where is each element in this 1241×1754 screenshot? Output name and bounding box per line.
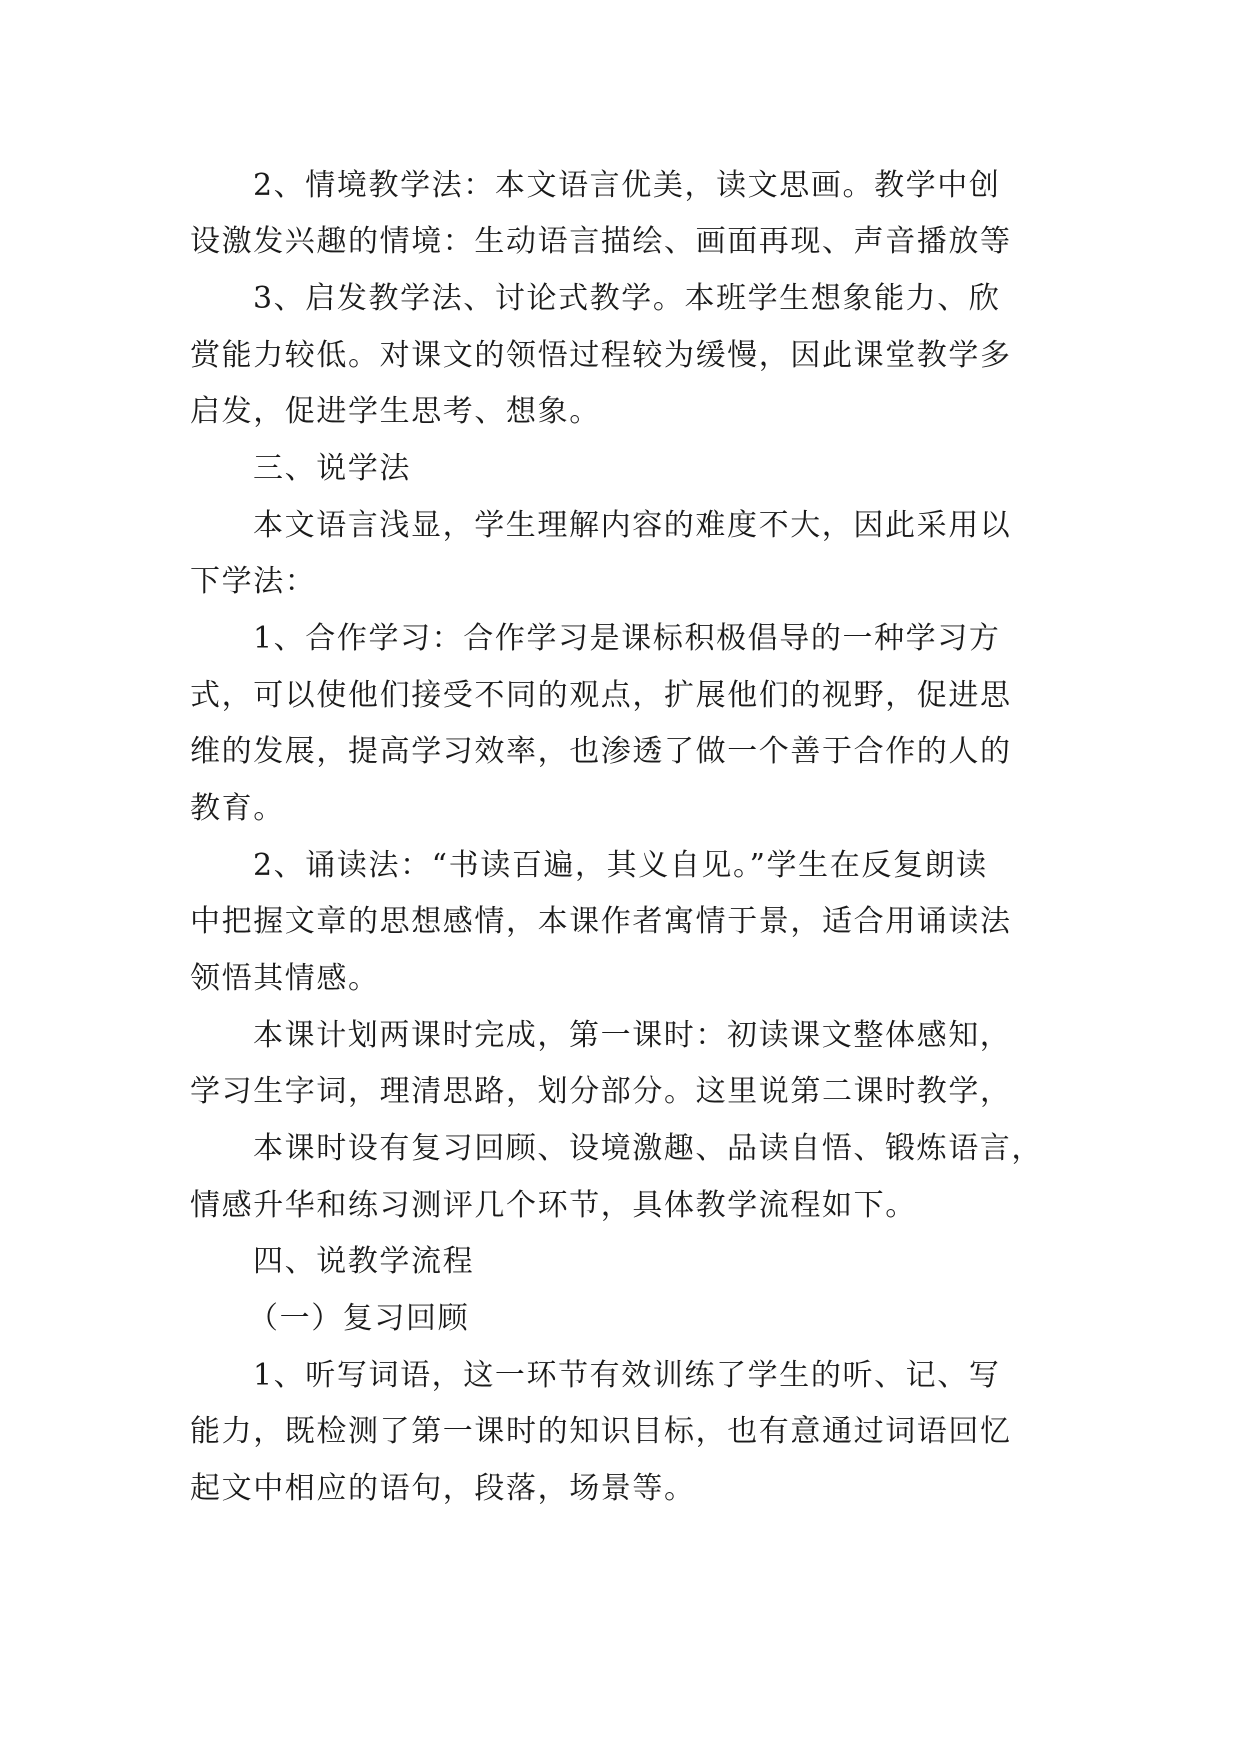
- paragraph-line: 能力，既检测了第一课时的知识目标，也有意通过词语回忆: [190, 1414, 1012, 1449]
- paragraph-line: 教育。: [190, 791, 285, 826]
- paragraph-line: 式，可以使他们接受不同的观点，扩展他们的视野，促进思: [190, 678, 1012, 713]
- paragraph-line: 领悟其情感。: [190, 961, 380, 996]
- paragraph-line: 起文中相应的语句，段落，场景等。: [190, 1471, 696, 1506]
- paragraph-line: 本课计划两课时完成，第一课时：初读课文整体感知，: [253, 1018, 1012, 1053]
- paragraph-line: 本课时设有复习回顾、设境激趣、品读自悟、锻炼语言，: [253, 1131, 1043, 1166]
- paragraph-line: 1、合作学习：合作学习是课标积极倡导的一种学习方: [253, 621, 1001, 656]
- section-heading: 三、说学法: [253, 451, 411, 486]
- paragraph-line: 学习生字词，理清思路，划分部分。这里说第二课时教学，: [190, 1074, 1012, 1109]
- paragraph-line: 2、诵读法：“书读百遍，其义自见。”学生在反复朗读: [253, 848, 988, 883]
- paragraph-line: 3、启发教学法、讨论式教学。本班学生想象能力、欣: [253, 281, 1001, 316]
- paragraph-line: 维的发展，提高学习效率，也渗透了做一个善于合作的人的: [190, 734, 1012, 769]
- paragraph-line: 情感升华和练习测评几个环节，具体教学流程如下。: [190, 1188, 917, 1223]
- subsection-heading: （一）复习回顾: [248, 1301, 470, 1336]
- paragraph-line: 2、情境教学法：本文语言优美，读文思画。教学中创: [253, 168, 1001, 203]
- paragraph-line: 下学法：: [190, 564, 317, 599]
- paragraph-line: 赏能力较低。对课文的领悟过程较为缓慢，因此课堂教学多: [190, 338, 1012, 373]
- paragraph-line: 设激发兴趣的情境：生动语言描绘、画面再现、声音播放等: [190, 224, 1012, 259]
- paragraph-line: 中把握文章的思想感情，本课作者寓情于景，适合用诵读法: [190, 904, 1012, 939]
- paragraph-line: 1、听写词语，这一环节有效训练了学生的听、记、写: [253, 1358, 1001, 1393]
- section-heading: 四、说教学流程: [253, 1244, 475, 1279]
- paragraph-line: 本文语言浅显，学生理解内容的难度不大，因此采用以: [253, 508, 1012, 543]
- paragraph-line: 启发，促进学生思考、想象。: [190, 394, 601, 429]
